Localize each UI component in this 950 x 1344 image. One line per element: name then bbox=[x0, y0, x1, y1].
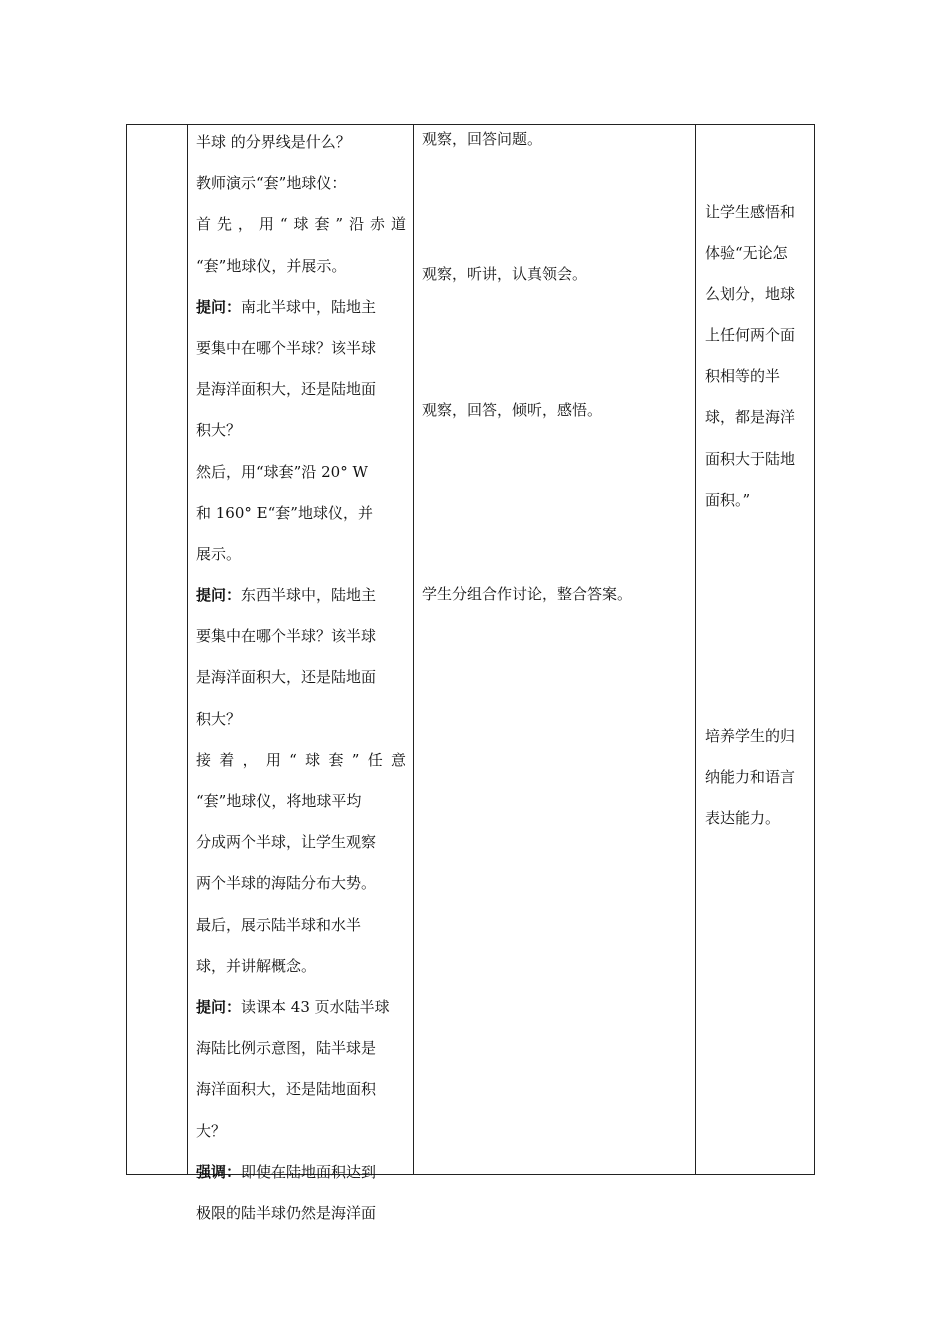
teacher-activity-line bbox=[196, 1035, 406, 1076]
teacher-activity-line bbox=[196, 829, 406, 870]
teacher-activity-line bbox=[196, 253, 406, 294]
teacher-activity-line bbox=[196, 1076, 406, 1117]
line-text: “套”地球仪，并展示。 bbox=[196, 256, 347, 275]
teacher-activity-line bbox=[196, 459, 406, 500]
teacher-activity-line bbox=[196, 623, 406, 664]
line-text: 首先，用“球套”沿赤道 bbox=[196, 215, 406, 234]
design-intent-line: 面积大于陆地 bbox=[705, 449, 796, 468]
teacher-activity-line bbox=[196, 170, 406, 211]
teacher-activity-line bbox=[196, 129, 406, 170]
teacher-activity-line bbox=[196, 912, 406, 953]
line-text: 两个半球的海陆分布大势。 bbox=[196, 874, 377, 893]
design-intent-line: 积相等的半 bbox=[705, 367, 781, 386]
line-text: 最后，展示陆半球和水半 bbox=[196, 915, 362, 934]
teacher-activity-line bbox=[196, 994, 406, 1035]
line-text: 要集中在哪个半球？该半球 bbox=[196, 338, 377, 357]
teacher-activity-line bbox=[196, 335, 406, 376]
teacher-activity-line bbox=[196, 541, 406, 582]
teacher-activity-line bbox=[196, 417, 406, 458]
teacher-activity-line bbox=[196, 870, 406, 911]
design-intent-line: 纳能力和语言 bbox=[705, 768, 796, 787]
emphasis-label: 提问： bbox=[196, 997, 242, 1016]
line-text: 读课本 43 页水陆半球 bbox=[241, 997, 390, 1016]
design-intent-block bbox=[705, 723, 807, 846]
design-intent-block bbox=[705, 199, 807, 528]
design-intent-line: 么划分，地球 bbox=[705, 285, 796, 304]
design-intent-line: 表达能力。 bbox=[705, 809, 781, 828]
emphasis-label: 提问： bbox=[196, 297, 242, 316]
emphasis-label: 提问： bbox=[196, 586, 242, 605]
line-text: 分成两个半球，让学生观察 bbox=[196, 833, 377, 852]
line-text: 极限的陆半球仍然是海洋面 bbox=[196, 1203, 377, 1222]
design-intent-line: 球，都是海洋 bbox=[705, 408, 796, 427]
line-text: 是海洋面积大，还是陆地面 bbox=[196, 380, 377, 399]
student-activity-text: 观察，回答问题。 bbox=[422, 130, 543, 148]
line-text: 半球 的分界线是什么？ bbox=[196, 133, 351, 151]
line-text: 积大？ bbox=[196, 421, 242, 440]
teacher-activity-line bbox=[196, 953, 406, 994]
design-intent-line: 让学生感悟和 bbox=[705, 203, 796, 221]
line-text: 球，并讲解概念。 bbox=[196, 956, 317, 975]
teacher-activity-line bbox=[196, 1159, 406, 1200]
design-intent-line: 体验“无论怎 bbox=[705, 244, 788, 263]
student-activity-column bbox=[414, 125, 696, 1174]
student-activity-text: 学生分组合作讨论，整合答案。 bbox=[422, 585, 633, 603]
line-text: 要集中在哪个半球？该半球 bbox=[196, 627, 377, 646]
teacher-activity-line bbox=[196, 376, 406, 417]
line-text: 东西半球中，陆地主 bbox=[241, 586, 377, 605]
line-text: 然后，用“球套”沿 20° W bbox=[196, 462, 368, 481]
design-intent-line: 上任何两个面 bbox=[705, 326, 796, 345]
line-text: 积大？ bbox=[196, 709, 242, 728]
line-text: 展示。 bbox=[196, 544, 242, 563]
line-text: 是海洋面积大，还是陆地面 bbox=[196, 668, 377, 687]
student-activity-text: 观察，听讲，认真领会。 bbox=[422, 265, 588, 283]
teacher-activity-line bbox=[196, 706, 406, 747]
line-text: 和 160° E“套”地球仪，并 bbox=[196, 503, 373, 522]
line-text: 教师演示“套”地球仪： bbox=[196, 174, 347, 193]
teacher-activity-column bbox=[188, 125, 414, 1222]
lesson-plan-table bbox=[126, 124, 815, 1222]
teacher-activity-line bbox=[196, 788, 406, 829]
line-text: 海陆比例示意图，陆半球是 bbox=[196, 1039, 377, 1058]
line-text: 大？ bbox=[196, 1121, 227, 1140]
teacher-activity-line bbox=[196, 1118, 406, 1159]
design-intent-column bbox=[696, 125, 815, 1174]
teacher-activity-line bbox=[196, 582, 406, 623]
design-intent-line: 面积。” bbox=[705, 490, 751, 509]
teacher-activity-line bbox=[196, 294, 406, 335]
emphasis-label: 强调： bbox=[196, 1162, 242, 1181]
line-text: 南北半球中，陆地主 bbox=[241, 297, 377, 316]
teacher-activity-line bbox=[196, 747, 406, 788]
teacher-activity-line bbox=[196, 211, 406, 252]
line-text: 海洋面积大，还是陆地面积 bbox=[196, 1080, 377, 1099]
line-text: 接着，用“球套”任意 bbox=[196, 750, 406, 769]
line-text: “套”地球仪，将地球平均 bbox=[196, 792, 362, 810]
teacher-activity-line bbox=[196, 1200, 406, 1241]
teacher-activity-line bbox=[196, 500, 406, 541]
teacher-activity-line bbox=[196, 664, 406, 705]
student-activity-text: 观察，回答，倾听，感悟。 bbox=[422, 401, 603, 419]
design-intent-line: 培养学生的归 bbox=[705, 727, 796, 745]
line-text: 即使在陆地面积达到 bbox=[241, 1162, 377, 1181]
